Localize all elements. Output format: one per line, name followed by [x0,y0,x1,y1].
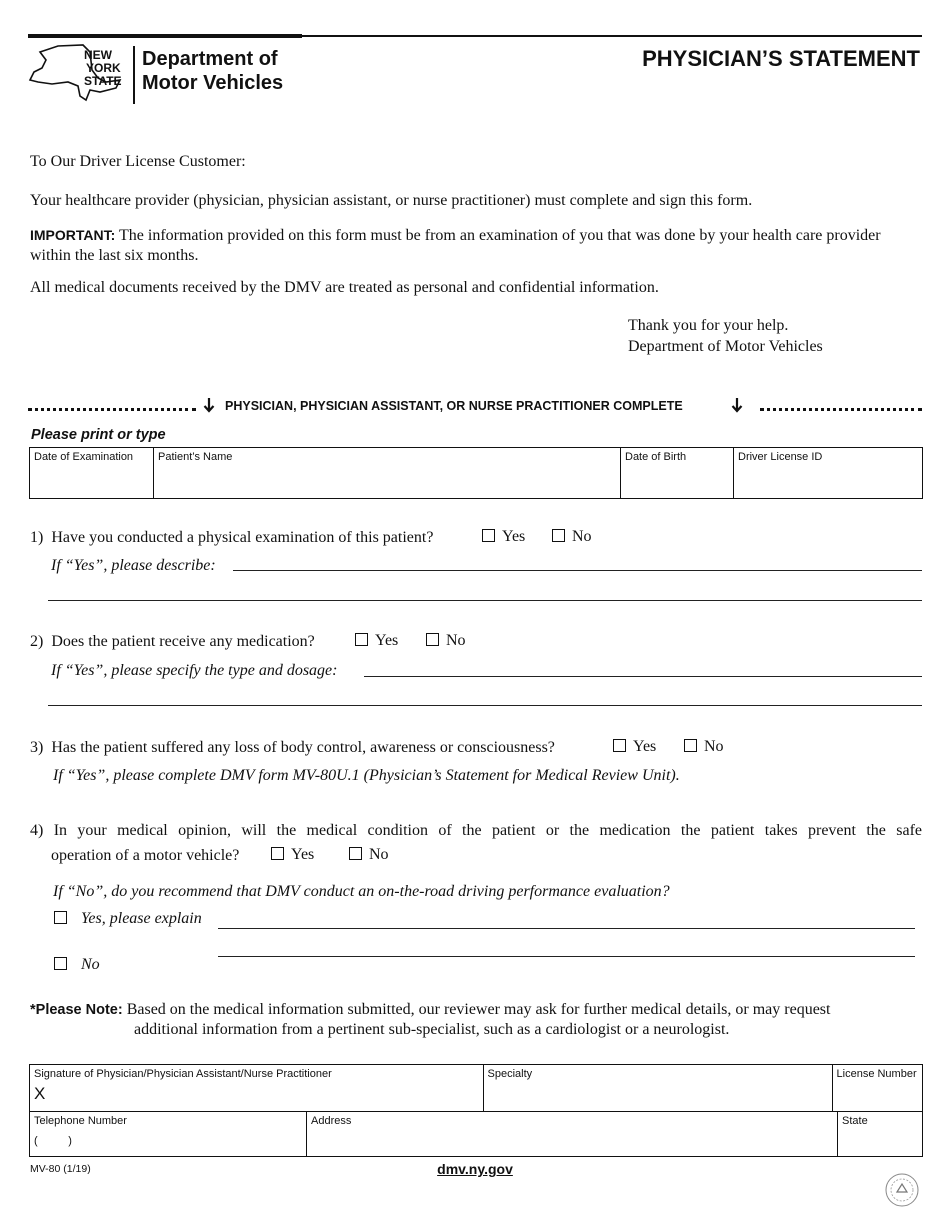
thanks-line-2: Department of Motor Vehicles [628,338,823,355]
question-1 [30,528,433,548]
q4-no-recommend-label: No [81,956,100,973]
q1-answer-line-2[interactable] [48,600,922,601]
down-arrow-icon [731,397,743,418]
q2-number: 2) [30,633,44,650]
ny-state-wordmark [84,49,130,88]
state-line-2: YORK [86,61,121,75]
address-label: Address [311,1115,352,1127]
note-label: *Please Note: [30,1002,123,1018]
checkbox-icon[interactable] [552,529,565,542]
q1-number: 1) [30,529,44,546]
phone-area-code: ( ) [34,1135,72,1147]
q4-no-recommend-option[interactable] [54,955,100,975]
date-of-exam-label: Date of Examination [34,451,134,463]
q4-yes-explain-option[interactable] [54,909,202,929]
patient-name-label: Patient’s Name [158,451,233,463]
q4-followup: If “No”, do you recommend that DMV conduct an on-the-road driving performance evaluation? [53,883,670,900]
website-link[interactable]: dmv.ny.gov [437,1161,513,1177]
question-3 [30,738,555,758]
license-number-field[interactable] [832,1065,922,1112]
checkbox-icon[interactable] [54,911,67,924]
please-note [30,1000,830,1020]
q1-yes-label: Yes [502,528,526,545]
q4-number: 4) [30,822,44,839]
note-line-1: Based on the medical information submitted, our reviewer may ask for further medical details, or may request [126,1001,831,1018]
q2-no-label: No [446,632,466,649]
note-line-2: additional information from a pertinent sub-specialist, such as a cardiologist or a neurologist. [134,1021,730,1038]
patient-info-table [29,447,923,499]
important-text: The information provided on this form must be from an examination of you that was done by your health care provider within the last six months. [30,227,881,264]
q2-answer-line-2[interactable] [48,705,922,706]
q3-yes-label: Yes [633,738,657,755]
question-2 [30,632,315,652]
specialty-label: Specialty [487,1068,533,1080]
form-title: PHYSICIAN’S STATEMENT [642,46,920,71]
q4-yes-option[interactable] [271,845,314,865]
q1-text: Have you conducted a physical examination of this patient? [51,529,434,546]
header-rule-thick [28,34,302,38]
print-note: Please print or type [31,427,166,443]
driver-license-id-label: Driver License ID [738,451,823,463]
q4-no-option[interactable] [349,845,389,865]
checkbox-icon[interactable] [54,957,67,970]
recycle-seal-icon [884,1172,920,1213]
signature-table [29,1064,923,1157]
q2-answer-line-1[interactable] [364,676,922,677]
intro-paragraph-1: Your healthcare provider (physician, physician assistant, or nurse practitioner) must complete and sign this form. [30,192,753,209]
question-4-line-1 [30,821,922,841]
driver-license-id-field[interactable] [734,448,923,499]
q3-followup: If “Yes”, please complete DMV form MV-80U.1 (Physician’s Statement for Medical Review Unit). [53,767,680,784]
confidential-paragraph: All medical documents received by the DMV are treated as personal and confidential information. [30,279,659,296]
patient-name-field[interactable] [154,448,621,499]
q2-yes-label: Yes [375,632,399,649]
form-code: MV-80 (1/19) [30,1163,91,1175]
q3-text: Has the patient suffered any loss of body control, awareness or consciousness? [51,739,555,756]
checkbox-icon[interactable] [355,633,368,646]
state-field[interactable] [838,1112,923,1157]
checkbox-icon[interactable] [684,739,697,752]
signature-x-mark: X [34,1084,46,1103]
specialty-field[interactable] [483,1065,832,1112]
date-of-birth-label: Date of Birth [625,451,687,463]
checkbox-icon[interactable] [482,529,495,542]
q3-no-label: No [704,738,724,755]
important-paragraph [30,225,922,266]
signature-field[interactable] [30,1065,484,1112]
date-of-exam-field[interactable] [30,448,154,499]
down-arrow-icon [203,397,215,418]
q1-no-option[interactable] [552,527,592,547]
state-label: State [842,1115,868,1127]
telephone-field[interactable] [30,1112,307,1157]
q2-text: Does the patient receive any medication? [51,633,315,650]
q4-yes-label: Yes [291,846,315,863]
q2-yes-option[interactable] [355,631,398,651]
checkbox-icon[interactable] [271,847,284,860]
important-label: IMPORTANT: [30,227,116,243]
dept-line-2: Motor Vehicles [142,72,284,94]
q4-yes-explain-label: Yes, please explain [81,910,202,927]
dmv-logo-text [142,47,283,95]
thanks-line-1: Thank you for your help. [628,317,789,334]
checkbox-icon[interactable] [426,633,439,646]
q4-text-line-1: In your medical opinion, will the medical condition of the patient or the medication the patient takes prevent the safe [53,822,922,839]
logo-divider [133,46,135,104]
q3-number: 3) [30,739,44,756]
q4-explain-line-2[interactable] [218,956,915,957]
signature-label: Signature of Physician/Physician Assistant/Nurse Practitioner [34,1068,332,1080]
checkbox-icon[interactable] [613,739,626,752]
greeting: To Our Driver License Customer: [30,153,246,170]
q4-explain-line-1[interactable] [218,928,915,929]
address-field[interactable] [307,1112,838,1157]
q1-followup: If “Yes”, please describe: [51,557,216,574]
license-number-label: License Number [836,1068,917,1080]
q1-yes-option[interactable] [482,527,525,547]
q1-no-label: No [572,528,592,545]
date-of-birth-field[interactable] [621,448,734,499]
q1-answer-line-1[interactable] [233,570,922,571]
q4-no-label: No [369,846,389,863]
section-banner: PHYSICIAN, PHYSICIAN ASSISTANT, OR NURSE PRACTITIONER COMPLETE [225,399,683,413]
q2-followup: If “Yes”, please specify the type and dosage: [51,662,338,679]
banner-dots-left [28,408,196,411]
q2-no-option[interactable] [426,631,466,651]
telephone-label: Telephone Number [34,1115,127,1127]
q4-text-line-2: operation of a motor vehicle? [51,847,240,864]
dept-line-1: Department of [142,48,278,70]
checkbox-icon[interactable] [349,847,362,860]
q3-no-option[interactable] [684,737,724,757]
header-rule-thin [302,35,922,37]
state-line-1: NEW [84,48,112,62]
banner-dots-right [760,408,922,411]
q3-yes-option[interactable] [613,737,656,757]
state-line-3: STATE [84,74,122,88]
